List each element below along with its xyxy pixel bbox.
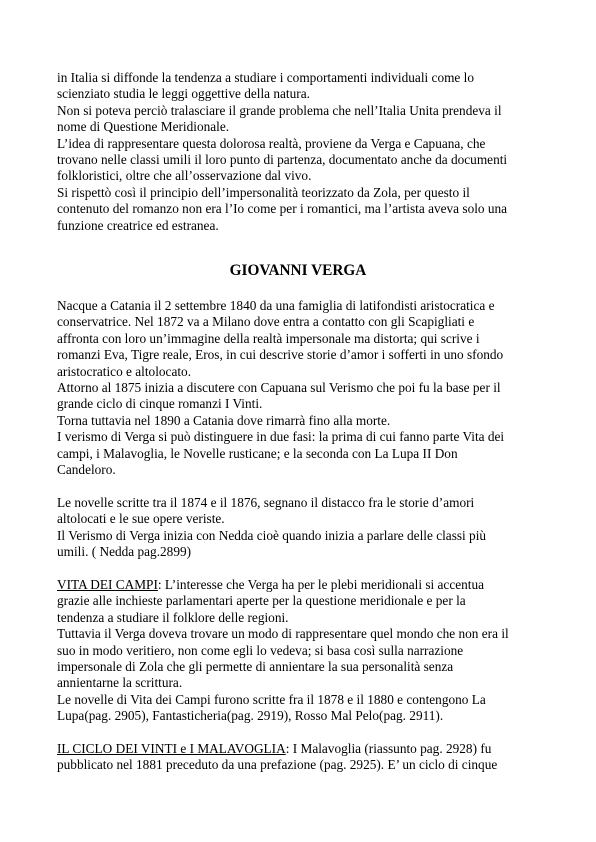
novelle-paragraph (57, 495, 547, 561)
text-line: I verismo di Verga si può distinguere in due fasi: la prima di cui fanno parte Vita dei (57, 429, 505, 445)
text-line: in Italia si diffonde la tendenza a studiare i comportamenti individuali come lo (57, 70, 475, 85)
text-line: Lupa(pag. 2905), Fantasticheria(pag. 2919), Rosso Mal Pelo(pag. 2911). (57, 708, 444, 724)
text-line: contenuto del romanzo non era l’Io come per i romantici, ma l’artista aveva solo una (57, 201, 508, 217)
text-line: altolocati e le sue opere veriste. (57, 511, 225, 527)
text-line: grazie alle inchieste parlamentari aperte per la questione meridionale e per la (57, 593, 466, 609)
text-line: suo in modo veritiero, non come egli lo vedeva; si basa così sulla narrazione (57, 642, 464, 658)
section-title: GIOVANNI VERGA (229, 262, 367, 279)
text-line: aristocratico e altolocato. (57, 363, 192, 379)
text-line: tendenza a studiare il folklore delle regioni. (57, 609, 289, 625)
text-line: Non si poteva perciò tralasciare il grande problema che nell’Italia Unita prendeva il (57, 102, 502, 118)
vita-dei-campi-heading: VITA DEI CAMPI (57, 577, 158, 592)
text-line: impersonale di Zola che gli permette di annientare la sua personalità senza (57, 659, 454, 675)
text-line: nome di Questione Meridionale. (57, 119, 230, 135)
text-line: annientarne la scrittura. (57, 675, 183, 691)
text-line: umili. ( Nedda pag.2899) (57, 544, 192, 560)
text-line: L’idea di rappresentare questa dolorosa realtà, proviene da Verga e Capuana, che (57, 135, 486, 151)
text-line: trovano nelle classi umili il loro punto di partenza, documentato anche da documenti (57, 152, 508, 168)
text-line: folkloristici, oltre che all’osservazione dal vivo. (57, 168, 312, 184)
text-line: scienziato studia le leggi oggettive della natura. (57, 86, 310, 102)
text-line: pubblicato nel 1881 preceduto da una prefazione (pag. 2925). E’ un ciclo di cinque (57, 757, 498, 773)
text-line: funzione creatrice ed estranea. (57, 217, 219, 233)
vita-dei-campi-paragraph (57, 577, 547, 725)
text-line: Si rispettò così il principio dell’impersonalità teorizzato da Zola, per questo il (57, 184, 470, 200)
text-line: VITA DEI CAMPI: L’interesse che Verga ha per le plebi meridionali si accentua (57, 577, 485, 592)
text-line: Torna tuttavia nel 1890 a Catania dove rimarrà fino alla morte. (57, 412, 391, 428)
text-line: Le novelle di Vita dei Campi furono scritte fra il 1878 e il 1880 e contengono La (57, 691, 486, 707)
text-line: conservatrice. Nel 1872 va a Milano dove entra a contatto con gli Scapigliati e (57, 314, 475, 330)
text-line: Le novelle scritte tra il 1874 e il 1876, segnano il distacco fra le storie d’amori (57, 495, 475, 510)
text-line: Tuttavia il Verga doveva trovare un modo di rappresentare quel mondo che non era il (57, 626, 509, 642)
ciclo-dei-vinti-heading: IL CICLO DEI VINTI e I MALAVOGLIA (57, 741, 286, 756)
text-line: Attorno al 1875 inizia a discutere con Capuana sul Verismo che poi fu la base per il (57, 380, 501, 396)
text-line: Nacque a Catania il 2 settembre 1840 da una famiglia di latifondisti aristocratica e (57, 298, 495, 313)
ciclo-dei-vinti-paragraph (57, 741, 547, 774)
biography-paragraph (57, 298, 547, 478)
text-line: campi, i Malavoglia, le Novelle rusticane; e la seconda con La Lupa II Don (57, 445, 458, 461)
text-line: IL CICLO DEI VINTI e I MALAVOGLIA: I Malavoglia (riassunto pag. 2928) fu (57, 741, 492, 756)
text-line: affronta con loro un’immagine della realtà impersonale ma distorta; qui scrive i (57, 330, 480, 346)
text-line: Il Verismo di Verga inizia con Nedda cioè quando inizia a parlare delle classi più (57, 527, 487, 543)
text-line: grande ciclo di cinque romanzi I Vinti. (57, 396, 263, 412)
text-line: Candeloro. (57, 462, 116, 478)
intro-paragraph (57, 70, 547, 234)
text-line: romanzi Eva, Tigre reale, Eros, in cui descrive storie d’amor i sofferti in uno sfondo (57, 347, 504, 363)
